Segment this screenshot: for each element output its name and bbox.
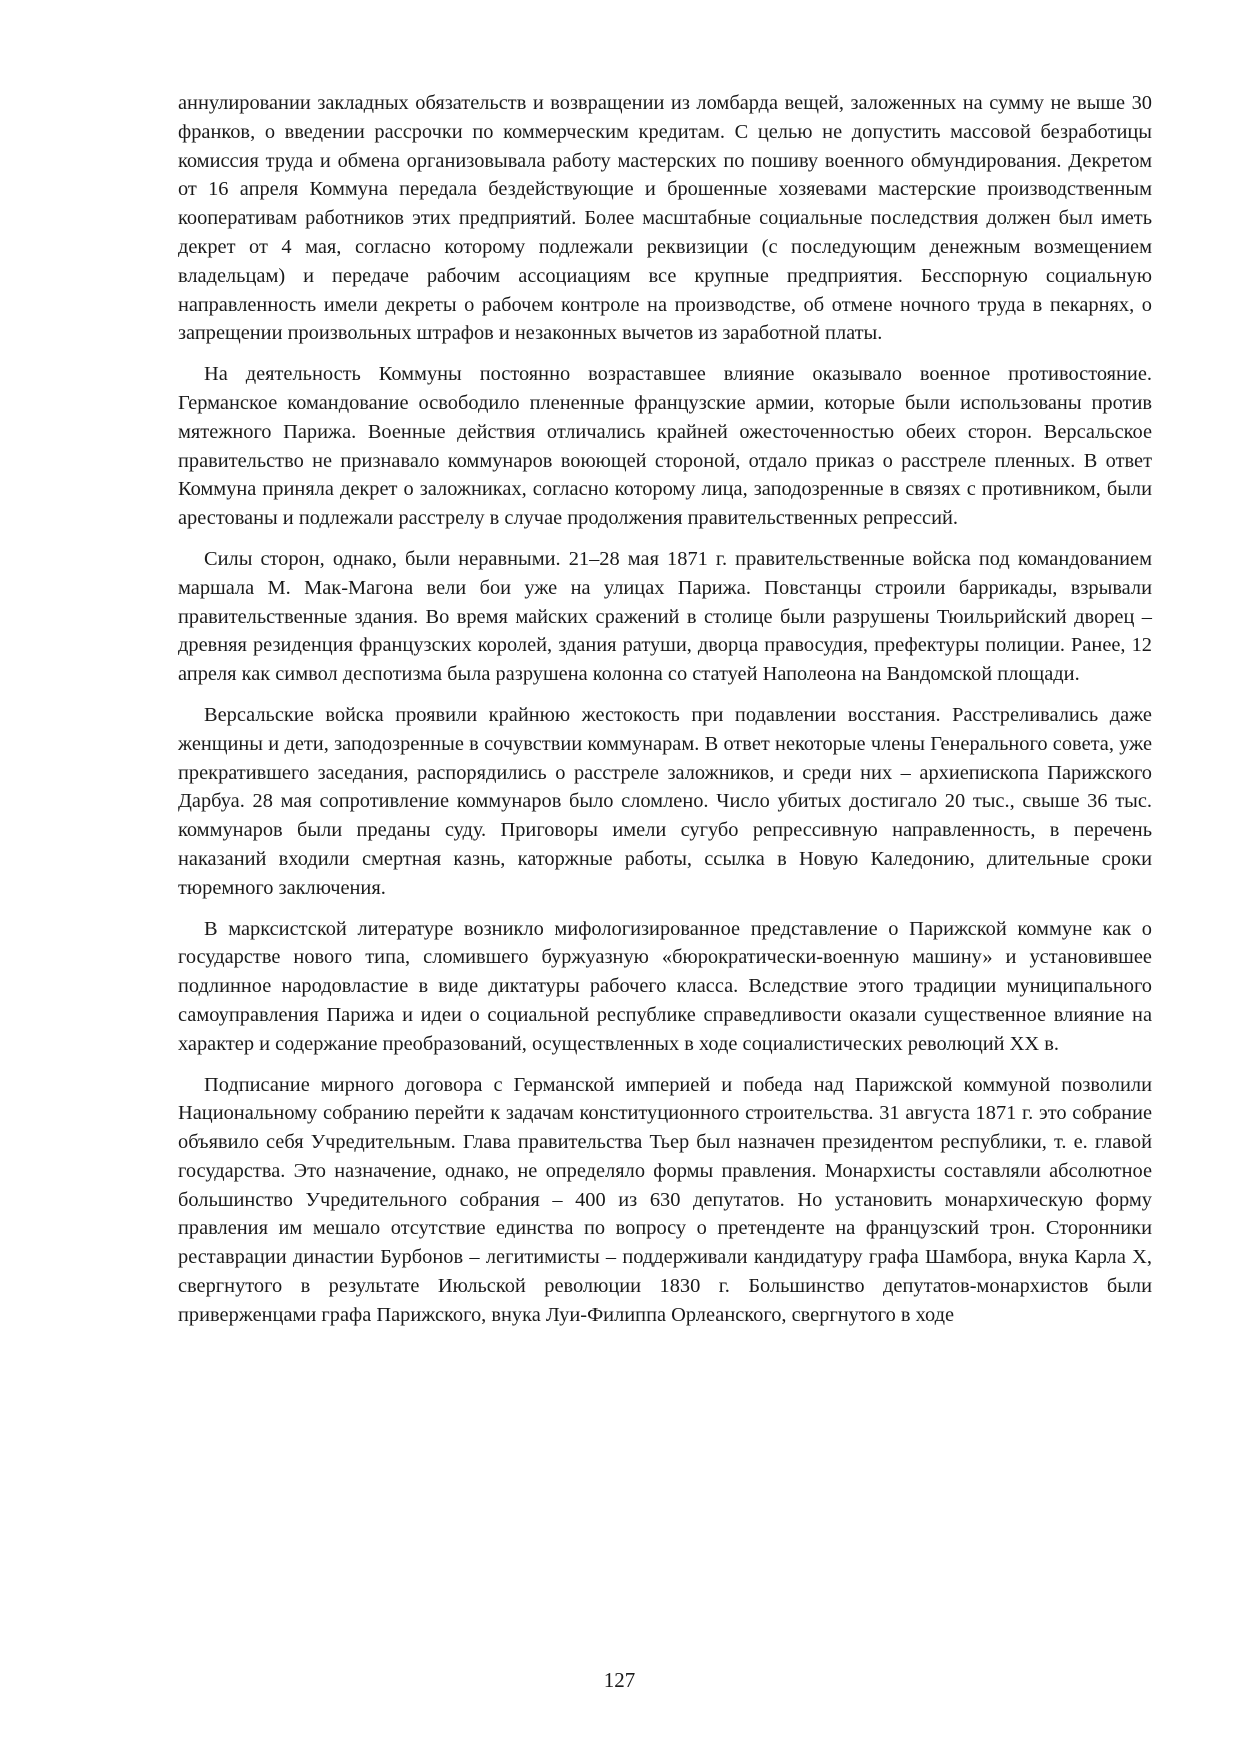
- paragraph-1: аннулировании закладных обязательств и возвращении из ломбарда вещей, заложенных на сумму не выше 30 франков, о введении рассрочки по коммерческим кредитам. С целью не допустить массовой безработицы комиссия труда и обмена организовывала работу мастерских по пошиву военного обмундирования. Декретом от 16 апреля Коммуна передала бездействующие и брошенные хозяевами мастерские производственным кооперативам работников этих предприятий. Более масштабные социальные последствия должен был иметь декрет от 4 мая, согласно которому подлежали реквизиции (с последующим денежным возмещением владельцам) и передаче рабочим ассоциациям все крупные предприятия. Бесспорную социальную направленность имели декреты о рабочем контроле на производстве, об отмене ночного труда в пекарнях, о запрещении произвольных штрафов и незаконных вычетов из заработной платы.: [178, 92, 1152, 345]
- paragraph-2: На деятельность Коммуны постоянно возраставшее влияние оказывало военное противостояние. Германское командование освободило плененные французские армии, которые были использованы против мятежного Парижа. Военные действия отличались крайней ожесточенностью обеих сторон. Версальское правительство не признавало коммунаров воюющей стороной, отдало приказ о расстреле пленных. В ответ Коммуна приняла декрет о заложниках, согласно которому лица, заподозренные в связях с противником, были арестованы и подлежали расстрелу в случае продолжения правительственных репрессий.: [178, 363, 1152, 530]
- paragraph-6: Подписание мирного договора с Германской империей и победа над Парижской коммуной позволили Национальному собранию перейти к задачам конституционного строительства. 31 августа 1871 г. это собрание объявило себя Учредительным. Глава правительства Тьер был назначен президентом республики, т. е. главой государства. Это назначение, однако, не определяло формы правления. Монархисты составляли абсолютное большинство Учредительного собрания – 400 из 630 депутатов. Но установить монархическую форму правления им мешало отсутствие единства по вопросу о претенденте на французский трон. Сторонники реставрации династии Бурбонов – легитимисты – поддерживали кандидатуру графа Шамбора, внука Карла X, свергнутого в результате Июльской революции 1830 г. Большинство депутатов-монархистов были приверженцами графа Парижского, внука Луи-Филиппа Орлеанского, свергнутого в ходе: [178, 1073, 1152, 1326]
- paragraph-5: В марксистской литературе возникло мифологизированное представление о Парижской коммуне как о государстве нового типа, сломившего буржуазную «бюрократически-военную машину» и установившее подлинное народовластие в виде диктатуры рабочего класса. Вследствие этого традиции муниципального самоуправления Парижа и идеи о социальной республике справедливости оказали существенное влияние на характер и содержание преобразований, осуществленных в ходе социалистических революций XX в.: [178, 917, 1152, 1055]
- page-number: 127: [603, 1668, 636, 1692]
- paragraph-4: Версальские войска проявили крайнюю жестокость при подавлении восстания. Расстреливались даже женщины и дети, заподозренные в сочувствии коммунарам. В ответ некоторые члены Генерального совета, уже прекратившего заседания, распорядились о расстреле заложников, и среди них – архиепископа Парижского Дарбуа. 28 мая сопротивление коммунаров было сломлено. Число убитых достигало 20 тыс., свыше 36 тыс. коммунаров были преданы суду. Приговоры имели сугубо репрессивную направленность, в перечень наказаний входили смертная казнь, каторжные работы, ссылка в Новую Каледонию, длительные сроки тюремного заключения.: [178, 703, 1152, 899]
- paragraph-3: Силы сторон, однако, были неравными. 21–28 мая 1871 г. правительственные войска под командованием маршала М. Мак-Магона вели бои уже на улицах Парижа. Повстанцы строили баррикады, взрывали правительственные здания. Во время майских сражений в столице были разрушены Тюильрийский дворец – древняя резиденция французских королей, здания ратуши, дворца правосудия, префектуры полиции. Ранее, 12 апреля как символ деспотизма была разрушена колонна со статуей Наполеона на Вандомской площади.: [178, 547, 1152, 686]
- main-text: [178, 89, 1152, 1342]
